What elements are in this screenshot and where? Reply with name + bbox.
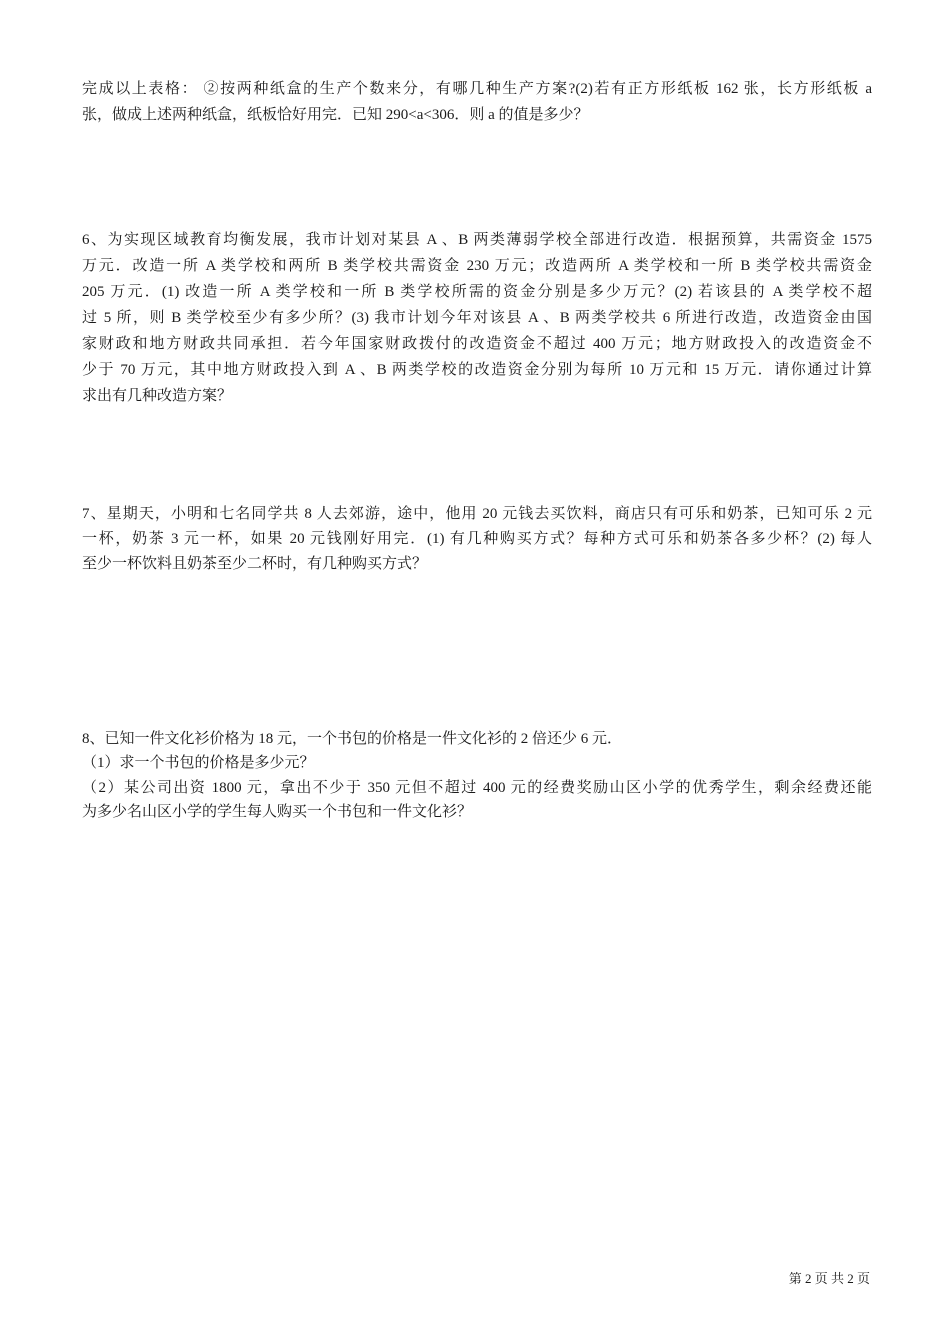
intro-line-2: 张，做成上述两种纸盒，纸板恰好用完．已知 290<a<306．则 a 的值是多少？ [82, 107, 589, 123]
q7-line-2: 一杯，奶茶 3 元一杯，如果 20 元钱刚好用完．(1) 有几种购买方式？每种方式可乐和奶茶各多少杯？(2) 每人 [82, 531, 872, 547]
q6-line-5: 家财政和地方财政共同承担．若今年国家财政拨付的改造资金不超过 400 万元；地方财政投入的改造资金不 [82, 336, 872, 352]
q7-line-3: 至少一杯饮料且奶茶至少二杯时，有几种购买方式？ [82, 556, 428, 572]
q7-line-1: 7、星期天，小明和七名同学共 8 人去郊游，途中，他用 20 元钱去买饮料，商店只有可乐和奶茶，已知可乐 2 元 [82, 506, 872, 522]
q8-line-1: 8、已知一件文化衫价格为 18 元，一个书包的价格是一件文化衫的 2 倍还少 6 元． [82, 731, 623, 747]
q6-line-4: 过 5 所，则 B 类学校至少有多少所？(3) 我市计划今年对该县 A 、B 两类学校共 6 所进行改造，改造资金由国 [82, 310, 872, 326]
q8-line-3: （2）某公司出资 1800 元，拿出不少于 350 元但不超过 400 元的经费奖励山区小学的优秀学生，剩余经费还能 [82, 780, 872, 796]
page-footer: 第 2 页 共 2 页 [788, 1271, 870, 1286]
q6-line-1: 6、为实现区域教育均衡发展，我市计划对某县 A 、B 两类薄弱学校全部进行改造．根据预算，共需资金 1575 [82, 232, 872, 248]
q6-line-3: 205 万元．(1) 改造一所 A 类学校和一所 B 类学校所需的资金分别是多少万元？(2) 若该县的 A 类学校不超 [82, 284, 872, 300]
q8-line-2: （1）求一个书包的价格是多少元？ [82, 755, 315, 771]
q6-line-2: 万元．改造一所 A 类学校和两所 B 类学校共需资金 230 万元；改造两所 A 类学校和一所 B 类学校共需资金 [82, 258, 872, 274]
intro-line-1: 完成以上表格： ②按两种纸盒的生产个数来分，有哪几种生产方案?(2)若有正方形纸板 162 张，长方形纸板 a [82, 81, 872, 97]
q6-line-7: 求出有几种改造方案？ [82, 388, 233, 404]
q8-line-4: 为多少名山区小学的学生每人购买一个书包和一件文化衫？ [82, 804, 473, 820]
q6-line-6: 少于 70 万元，其中地方财政投入到 A 、B 两类学校的改造资金分别为每所 10 万元和 15 万元．请你通过计算 [82, 362, 872, 378]
